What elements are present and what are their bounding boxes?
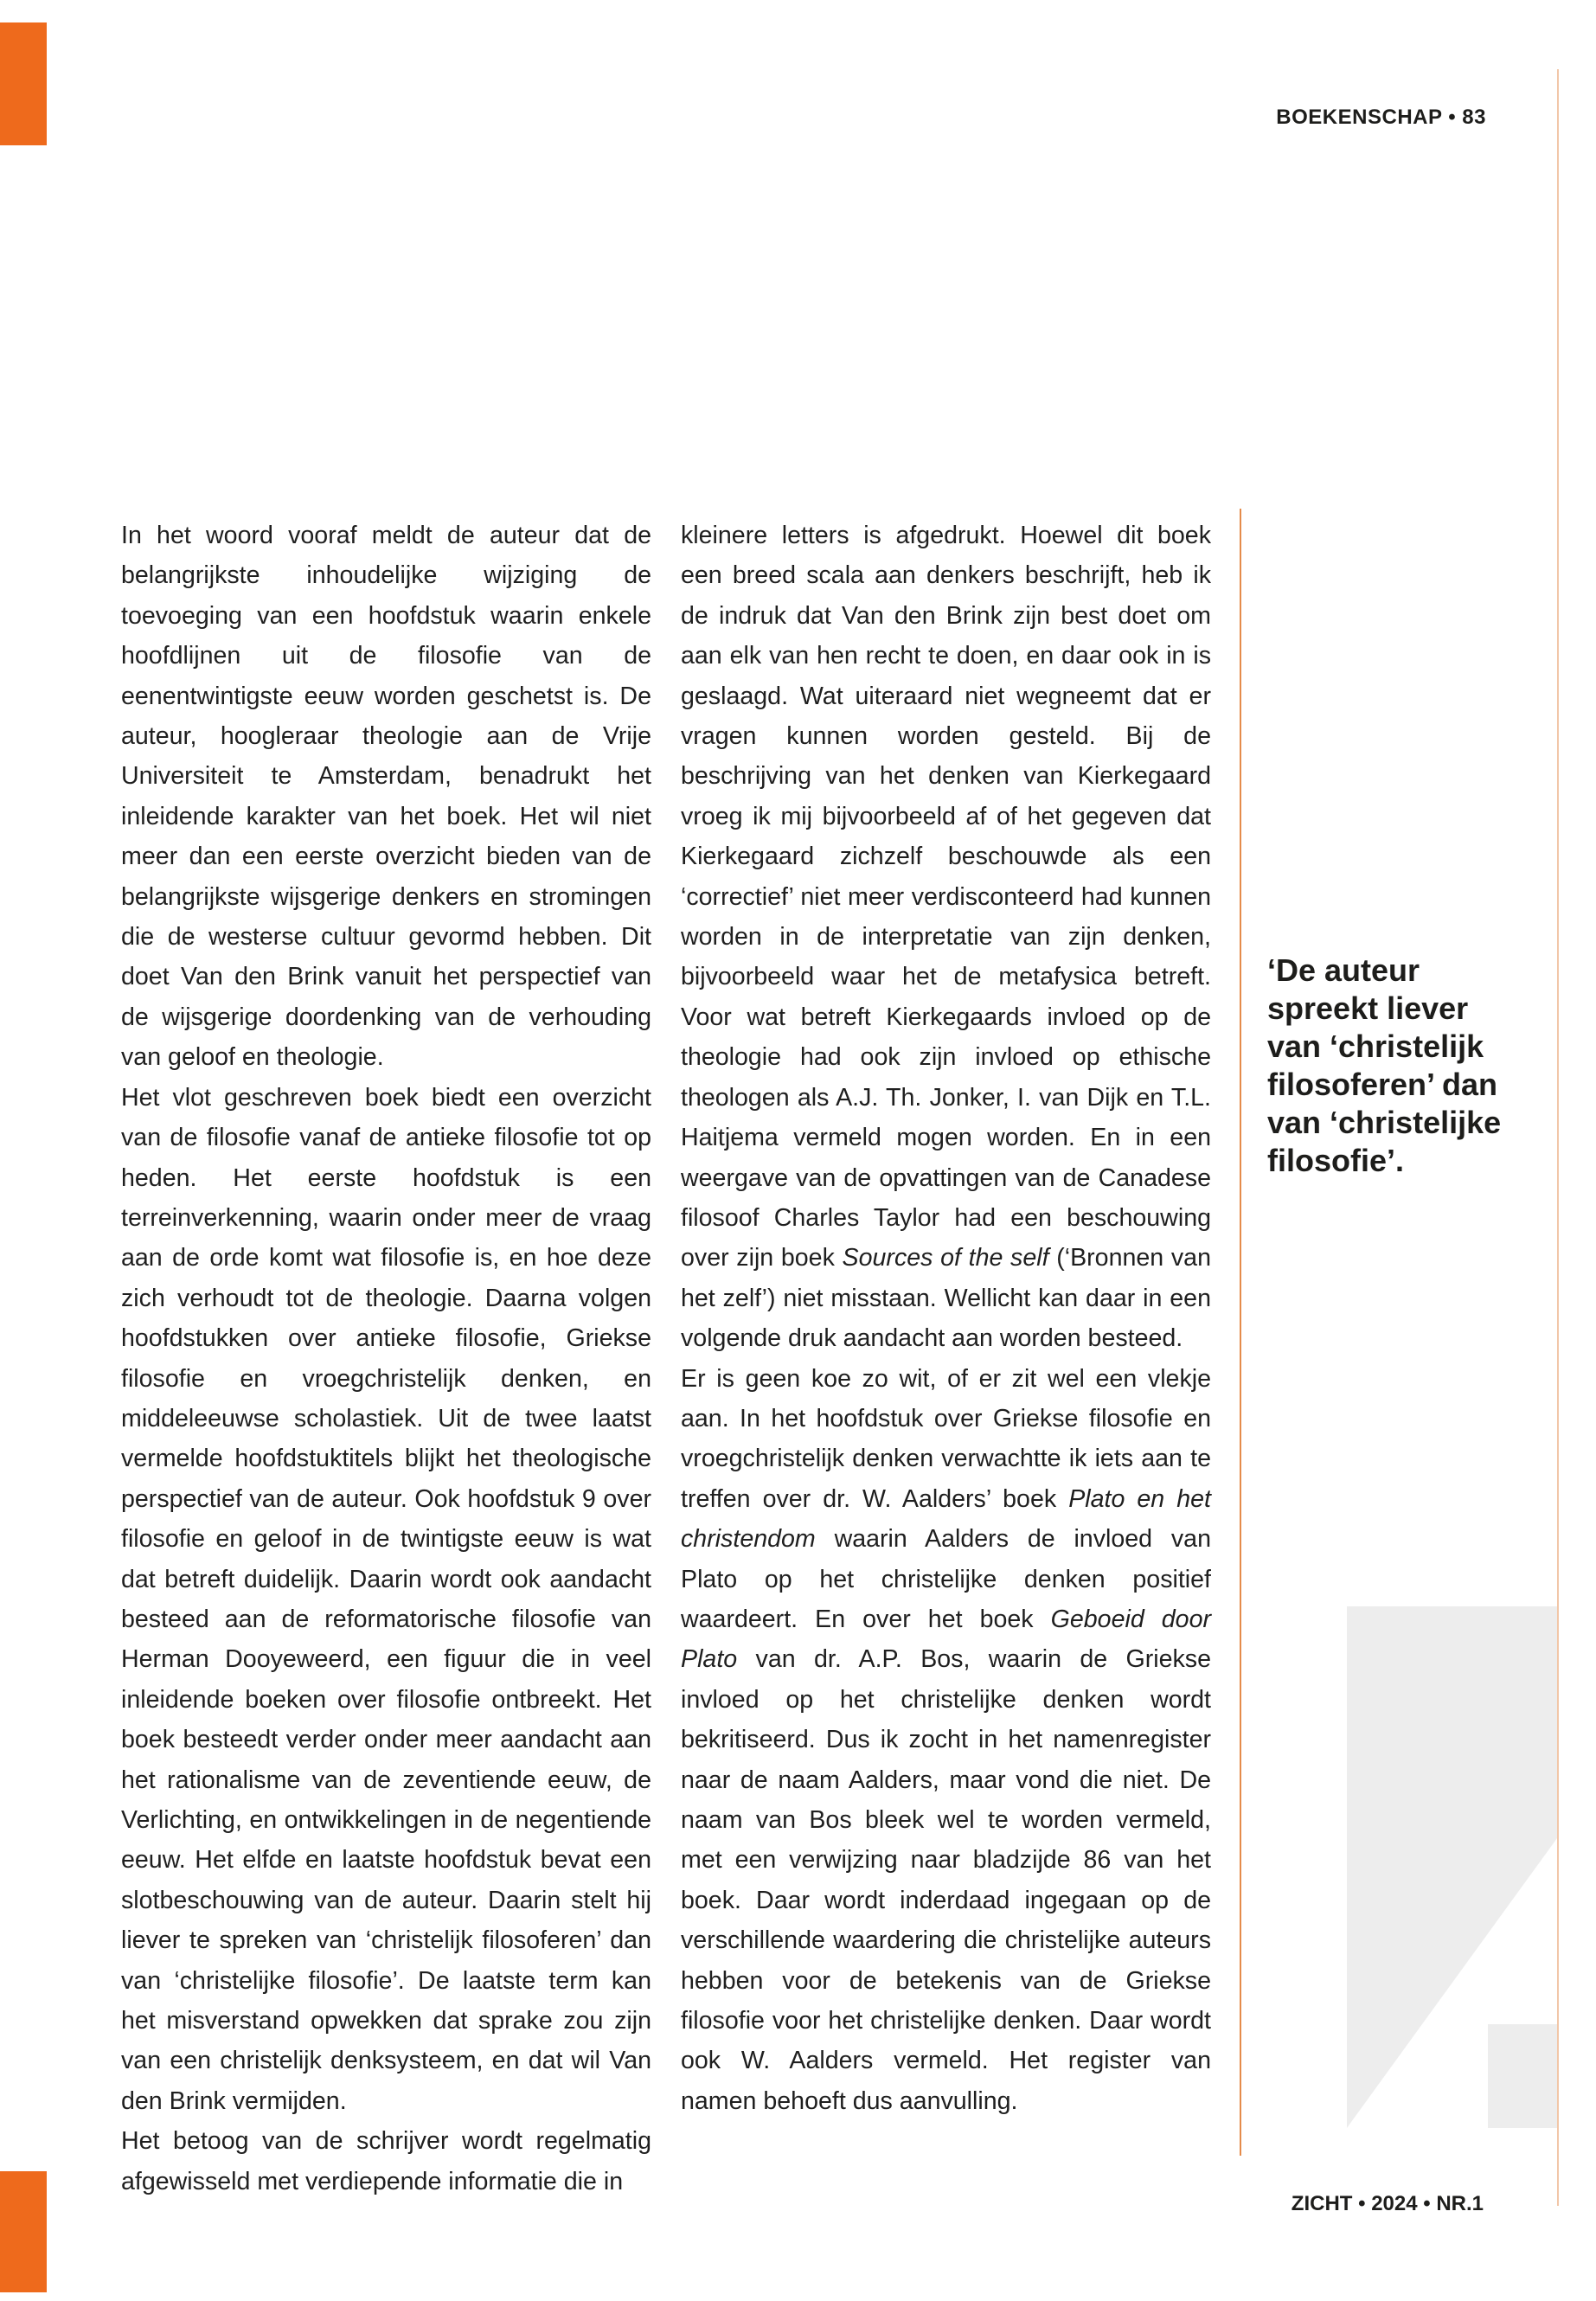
paragraph: Het betoog van de schrijver wordt regelmatig afgewisseld met verdiepende informatie die in	[121, 2127, 651, 2195]
paragraph	[681, 516, 1211, 1359]
book-title: Sources of the self	[842, 1244, 1049, 1272]
column-rule	[1240, 509, 1241, 2156]
paragraph: In het woord vooraf meldt de auteur dat de belangrijkste inhoudelijke wijziging de toevoeging van een hoofdstuk waarin enkele hoofdlijnen uit de filosofie van de eenentwintigste eeuw worden geschetst is. De auteur, hoogleraar theologie aan de Vrije Universiteit te Amsterdam, benadrukt het inleidende karakter van het boek. Het wil niet meer dan een eerste overzicht bieden van de belangrijkste wijsgerige denkers en stromingen die de westerse cultuur gevormd hebben. Dit doet Van den Brink vanuit het perspectief van de wijsgerige doordenking van de verhouding van geloof en theologie.	[121, 522, 651, 1072]
book-title: Geboeid door Plato	[681, 1605, 1211, 1674]
text-run: waarin Aalders de invloed van Plato op het christelijke denken positief waardeert. En over het boek	[681, 1525, 1211, 1633]
article-column-middle	[681, 516, 1211, 2121]
article-column-left	[121, 516, 651, 2202]
paragraph	[681, 1359, 1211, 2122]
issue-footer: ZICHT • 2024 • NR.1	[1291, 2192, 1484, 2215]
paragraph: Het vlot geschreven boek biedt een overzicht van de filosofie vanaf de antieke filosofie tot op heden. Het eerste hoofdstuk is een terreinverkenning, waarin onder meer de vraag aan de orde komt wat filosofie is, en hoe deze zich verhoudt tot de theologie. Daarna volgen hoofdstukken over antieke filosofie, Griekse filosofie en vroegchristelijk denken, en middeleeuwse scholastiek. Uit de twee laatst vermelde hoofdstuktitels blijkt het theologische perspectief van de auteur. Ook hoofdstuk 9 over filosofie en geloof in de twintigste eeuw is wat dat betreft duidelijk. Daarin wordt ook aandacht besteed aan de reformatorische filosofie van Herman Dooyeweerd, een figuur die in veel inleidende boeken over filosofie ontbreekt. Het boek besteedt verder onder meer aandacht aan het rationalisme van de zeventiende eeuw, de Verlichting, en ontwikkelingen in de negentiende eeuw. Het elfde en laatste hoofdstuk bevat een slotbeschouwing van de auteur. Daarin stelt hij liever te spreken van ‘christelijk filosoferen’ dan van ‘christelijke filosofie’. De laatste term kan het misverstand opwekken dat sprake zou zijn van een christelijk denksysteem, en dat wil Van den Brink vermijden.	[121, 1083, 651, 2115]
book-title: Plato en het christendom	[681, 1484, 1211, 1554]
pull-quote: ‘De auteur spreekt liever van ‘christelijk filosoferen’ dan van ‘christelijke filosofie’.	[1267, 952, 1502, 1178]
text-run: kleinere letters is afgedrukt. Hoewel dit boek een breed scala aan denkers beschrijft, heb ik de indruk dat Van den Brink zijn best doet om aan elk van hen recht te doen, en daar ook in is geslaagd. Wat uiteraard niet wegneemt dat er vragen kunnen worden gesteld. Bij de beschrijving van het denken van Kierkegaard vroeg ik mij bijvoorbeeld af of het gegeven dat Kierkegaard zichzelf beschouwde als een ‘correctief’ niet meer verdisconteerd had kunnen worden in de interpretatie van zijn denken, bijvoorbeeld waar het de metafysica betreft. Voor wat betreft Kierkegaards invloed op de theologie had ook zijn invloed op ethische theologen als A.J. Th. Jonker, I. van Dijk en T.L. Haitjema vermeld mogen worden. En in een weergave van de opvattingen van de Canadese filosoof Charles Taylor had een beschouwing over zijn boek	[681, 522, 1211, 1272]
text-run: Er is geen koe zo wit, of er zit wel een vlekje aan. In het hoofdstuk over Griekse filosofie en vroegchristelijk denken verwachtte ik iets aan te treffen over dr. W. Aalders’ boek	[681, 1364, 1211, 1513]
text-run: (‘Bronnen van het zelf’) niet misstaan. Wellicht kan daar in een volgende druk aandacht aan worden besteed.	[681, 1244, 1211, 1353]
text-run: van dr. A.P. Bos, waarin de Griekse invloed op het christelijke denken wordt bekritiseerd. Dus ik zocht in het namenregister naar de naam Aalders, maar vond die niet. De naam van Bos bleek wel te worden vermeld, met een verwijzing naar bladzijde 86 van het boek. Daar wordt inderdaad ingegaan op de verschillende waardering die christelijke auteurs hebben voor de betekenis van de Griekse filosofie voor het christelijke denken. Daar wordt ook W. Aalders vermeld. Het register van namen behoeft dus aanvulling.	[681, 1645, 1211, 2115]
running-head: BOEKENSCHAP • 83	[1276, 106, 1486, 129]
